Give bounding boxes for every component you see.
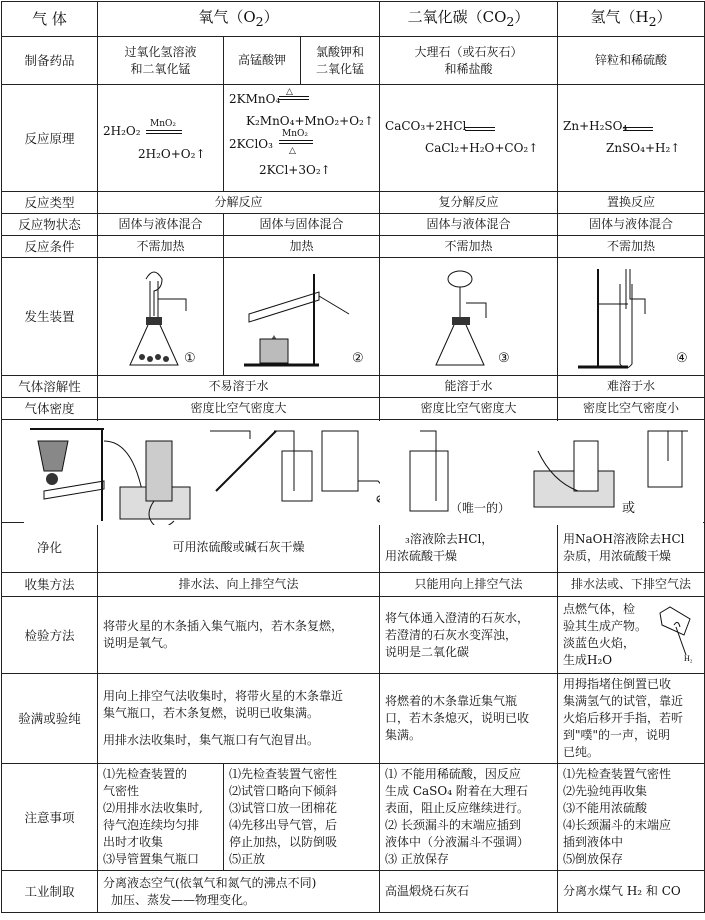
reagent-kclo3: 氯酸钾和 二氧化锰	[301, 37, 380, 85]
h2-collection-diagram	[528, 421, 703, 525]
state-h2: 固体与液体混合	[558, 214, 705, 236]
header-oxygen: 氧气$(O_2)$	[98, 2, 380, 37]
condition-o2-b: 加热	[224, 236, 380, 258]
apparatus-4: ④	[558, 258, 705, 376]
row-label-density: 气体密度	[2, 398, 98, 420]
state-co2: 固体与液体混合	[380, 214, 558, 236]
collect-o2: 排水法、向上排空气法	[98, 573, 380, 597]
solubility-o2: 不易溶于水	[98, 376, 380, 398]
principle-h2: Zn+H₂SO₄ ZnSO₄+H₂↑	[558, 85, 705, 192]
row-label-condition: 反应条件	[2, 236, 98, 258]
notes-o2-b: ⑴先检查装置气密性 ⑵试管口略向下倾斜 ⑶试管口放一团棉花 ⑷先移出导气管，后 停止加热，以防倒吸 ⑸正放	[224, 764, 380, 871]
test-h2: 点燃气体，检 验其生成产物。 淡蓝色火焰， 生成H₂O H₂	[558, 597, 705, 674]
notes-co2: ⑴ 不能用稀硫酸，因反应 生成 CaSO₄ 附着在大理石 表面，阻止反应继续进行。 ⑵ 长颈漏斗的末端应插到 液体中（分液漏斗不强调） ⑶ 正放保存	[380, 764, 558, 871]
state-o2-b: 固体与固体混合	[224, 214, 380, 236]
row-label-notes: 注意事项	[2, 764, 98, 871]
principle-co2: CaCO₃+2HCl CaCl₂+H₂O+CO₂↑	[380, 85, 558, 192]
condition-o2-a: 不需加热	[98, 236, 224, 258]
density-o2: 密度比空气密度大	[98, 398, 380, 420]
reagent-co2: 大理石（或石灰石） 和稀盐酸	[380, 37, 558, 85]
type-o2: 分解反应	[98, 192, 380, 214]
density-h2: 密度比空气密度小	[558, 398, 705, 420]
row-label-state: 反应物状态	[2, 214, 98, 236]
industry-h2: 分离水煤气 H₂ 和 CO	[558, 871, 705, 913]
condition-co2: 不需加热	[380, 236, 558, 258]
row-label-industry: 工业制取	[2, 871, 98, 913]
industry-o2: 分离液态空气(依氧气和氮气的沸点不同) 加压、蒸发——物理变化。	[98, 871, 380, 913]
row-label-reagents: 制备药品	[2, 37, 98, 85]
collect-overlay-co2	[380, 421, 528, 525]
row-label-full: 验满或验纯	[2, 674, 98, 764]
row-label-collect: 收集方法	[2, 573, 98, 597]
co2-only-note: （唯一的）	[450, 501, 511, 515]
apparatus-2: ②	[224, 258, 380, 376]
density-co2: 密度比空气密度大	[380, 398, 558, 420]
header-hydrogen: 氢气$(H_2)$	[558, 2, 705, 37]
collect-h2: 排水法或、下排空气法	[558, 573, 705, 597]
header-gas: 气 体	[2, 2, 98, 37]
state-o2-a: 固体与液体混合	[98, 214, 224, 236]
purify-co2: ₃溶液除去HCl， 用浓硫酸干燥	[380, 523, 558, 573]
full-co2: 将燃着的木条靠近集气瓶 口，若木条熄灭，说明已收 集满。	[380, 674, 558, 764]
header-co2: 二氧化碳$(CO_2)$	[380, 2, 558, 37]
reagent-h2o2: 过氧化氢溶液 和二氧化锰	[98, 37, 224, 85]
beaker-flame-diagram	[652, 603, 702, 663]
svg-text:H₂: H₂	[684, 654, 693, 663]
principle-h2o2: 2H₂O₂ MnO₂ 2H₂O+O₂↑	[98, 85, 224, 192]
apparatus-1: ①	[98, 258, 224, 376]
row-label-test: 检验方法	[2, 597, 98, 674]
reagent-kmno4: 高锰酸钾	[224, 37, 301, 85]
solubility-co2: 能溶于水	[380, 376, 558, 398]
full-h2: 用拇指堵住倒置已收 集满氢气的试管，靠近 火焰后移开手指，若听 到"噗"的一声，说明 已纯。	[558, 674, 705, 764]
collect-overlay-h2	[528, 421, 703, 525]
purify-h2: 用NaOH溶液除去HCl 杂质，用浓硫酸干燥	[558, 523, 705, 573]
h2-or-label: 或	[622, 501, 636, 516]
condition-h2: 不需加热	[558, 236, 705, 258]
funnel-flask-diagram	[380, 259, 556, 375]
notes-h2: ⑴先检查装置气密性 ⑵先验纯再收集 ⑶不能用浓硫酸 ⑷长颈漏斗的末端应 插到液体中 ⑸倒放保存	[558, 764, 705, 871]
row-label-apparatus: 发生装置	[2, 258, 98, 376]
row-label-purify: 净化	[2, 523, 98, 573]
solubility-h2: 难溶于水	[558, 376, 705, 398]
collect-co2: 只能用向上排空气法	[380, 573, 558, 597]
row-label-type: 反应类型	[2, 192, 98, 214]
notes-o2-a: ⑴先检查装置的 气密性 ⑵用排水法收集时, 待气泡连续均匀排 出时才收集 ⑶导管置集气瓶口	[98, 764, 224, 871]
reagent-h2: 锌粒和稀硫酸	[558, 37, 705, 85]
test-o2: 将带火星的木条插入集气瓶内，若木条复燃， 说明是氧气。	[98, 597, 380, 674]
flask-funnel-diagram	[98, 259, 222, 375]
principle-kmno4-kclo3: 2KMnO₄ △ K₂MnO₄+MnO₂+O₂↑ 2KClO₃ MnO₂ △ 2KCl+3O₂↑	[224, 85, 380, 192]
purify-o2: 可用浓硫酸或碱石灰干燥	[98, 523, 380, 573]
test-co2: 将气体通入澄清的石灰水， 若澄清的石灰水变浑浊， 说明是二氧化碳	[380, 597, 558, 674]
type-h2: 置换反应	[558, 192, 705, 214]
industry-co2: 高温煅烧石灰石	[380, 871, 558, 913]
type-co2: 复分解反应	[380, 192, 558, 214]
apparatus-3: ③	[380, 258, 558, 376]
full-o2: 用向上排空气法收集时，将带火星的木条靠近 集气瓶口，若木条复燃，说明已收集满。 用排水法收集时，集气瓶口有气泡冒出。	[98, 674, 380, 764]
row-label-principle: 反应原理	[2, 85, 98, 192]
row-label-solubility: 气体溶解性	[2, 376, 98, 398]
